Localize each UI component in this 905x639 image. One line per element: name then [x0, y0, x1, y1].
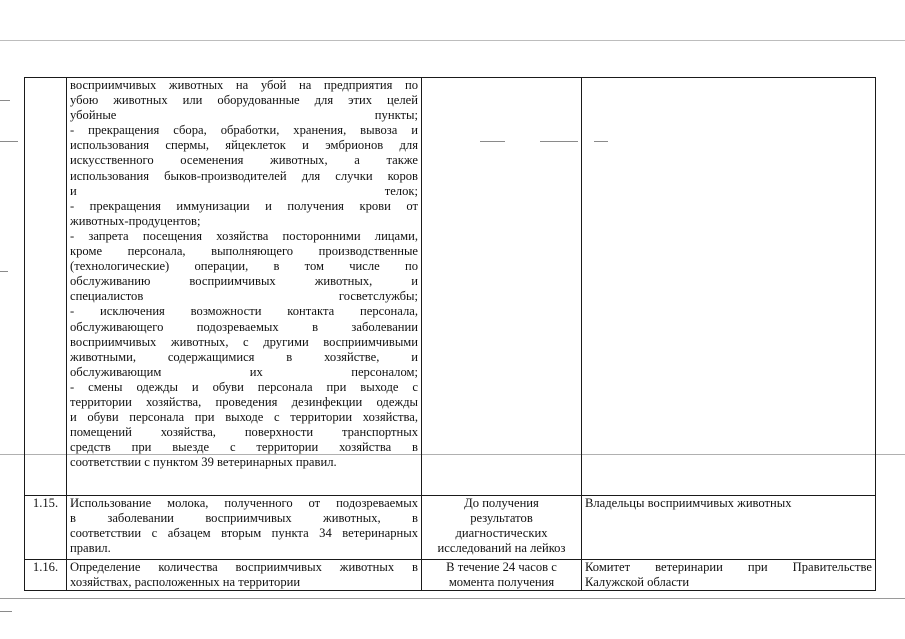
- scan-artifact-line: [0, 598, 905, 599]
- text-line: хозяйствах, расположенных на территории: [70, 575, 301, 590]
- row-number: [25, 78, 67, 496]
- text-line: восприимчивых животных на убой на предприятия по: [70, 78, 418, 92]
- text-line: До получения: [464, 496, 539, 510]
- text-line: Калужской области: [585, 575, 690, 590]
- text-line: специалистов госветслужбы;: [70, 289, 418, 304]
- text-line: использования спермы, яйцеклеток и эмбрионов для: [70, 138, 418, 153]
- text-line: убою животных или оборудованные для этих целей: [70, 93, 418, 108]
- text-line: помещений хозяйства, поверхности транспортных: [70, 425, 418, 440]
- measure-cell: [67, 560, 422, 591]
- text-line: обслуживающего подозреваемых в заболевании: [70, 319, 418, 334]
- text-line: средств при выезде с территории хозяйства в: [70, 440, 418, 455]
- text-line: - исключения возможности контакта персонала,: [70, 304, 418, 319]
- text-line: животными, содержащимися в хозяйстве, и: [70, 349, 418, 364]
- text-line: территории хозяйства, проведения дезинфекции одежды: [70, 394, 418, 409]
- responsible-cell: [582, 560, 876, 591]
- scan-artifact-line: [0, 100, 10, 101]
- text-line: - смены одежды и обуви персонала при выходе с: [70, 379, 418, 394]
- table-row: [25, 496, 876, 560]
- text-line: обслуживающим их персоналом;: [70, 364, 418, 379]
- text-line: Владельцы восприимчивых животных: [585, 496, 792, 510]
- text-line: соответствии с пунктом 39 ветеринарных правил.: [70, 455, 337, 470]
- text-line: (технологические) операции, в том числе по: [70, 259, 418, 274]
- text-line: кроме персонала, выполняющего производственные: [70, 244, 418, 259]
- measures-table: [24, 77, 876, 591]
- term-cell: [422, 496, 582, 560]
- page-top-edge: [0, 40, 905, 41]
- text-line: результатов: [470, 511, 533, 526]
- responsible-cell: [582, 78, 876, 496]
- text-line: и обуви персонала при выходе с территории хозяйства,: [70, 410, 418, 425]
- text-line: момента получения: [448, 575, 555, 590]
- text-line: животных-продуцентов;: [70, 213, 201, 228]
- text-line: правил.: [70, 541, 111, 556]
- text-line: использования быков-производителей для случки коров: [70, 168, 418, 183]
- term-cell: [422, 560, 582, 591]
- scan-artifact-line: [0, 611, 12, 612]
- text-line: восприимчивых животных, с другими восприимчивыми: [70, 334, 418, 349]
- term-cell: [422, 78, 582, 496]
- measure-cell: [67, 78, 422, 496]
- text-line: - прекращения сбора, обработки, хранения, вывоза и: [70, 123, 418, 138]
- measures-table-body: [25, 78, 876, 591]
- table-row: [25, 78, 876, 496]
- text-line: и телок;: [70, 183, 418, 198]
- text-line: - запрета посещения хозяйства посторонними лицами,: [70, 228, 418, 243]
- text-line: в заболевании восприимчивых животных, в: [70, 511, 418, 526]
- row-number: 1.16.: [25, 560, 67, 591]
- table-row: [25, 560, 876, 591]
- text-line: соответствии с абзацем вторым пункта 34 ветеринарных: [70, 526, 418, 541]
- responsible-cell: [582, 496, 876, 560]
- measure-cell: [67, 496, 422, 560]
- text-line: убойные пункты;: [70, 108, 418, 123]
- row-number: 1.15.: [25, 496, 67, 560]
- text-line: Определение количества восприимчивых животных в: [70, 560, 418, 574]
- text-line: искусственного осеменения животных, а также: [70, 153, 418, 168]
- text-line: В течение 24 часов с: [446, 560, 557, 574]
- text-line: исследований на лейкоз: [437, 541, 566, 556]
- text-line: диагностических: [455, 526, 548, 541]
- scan-artifact-line: [0, 271, 8, 272]
- text-line: обслуживанию восприимчивых животных, и: [70, 274, 418, 289]
- scan-artifact-line: [0, 141, 18, 142]
- text-line: - прекращения иммунизации и получения крови от: [70, 198, 418, 213]
- text-line: Использование молока, полученного от подозреваемых: [70, 496, 418, 510]
- text-line: Комитет ветеринарии при Правительстве: [585, 560, 872, 574]
